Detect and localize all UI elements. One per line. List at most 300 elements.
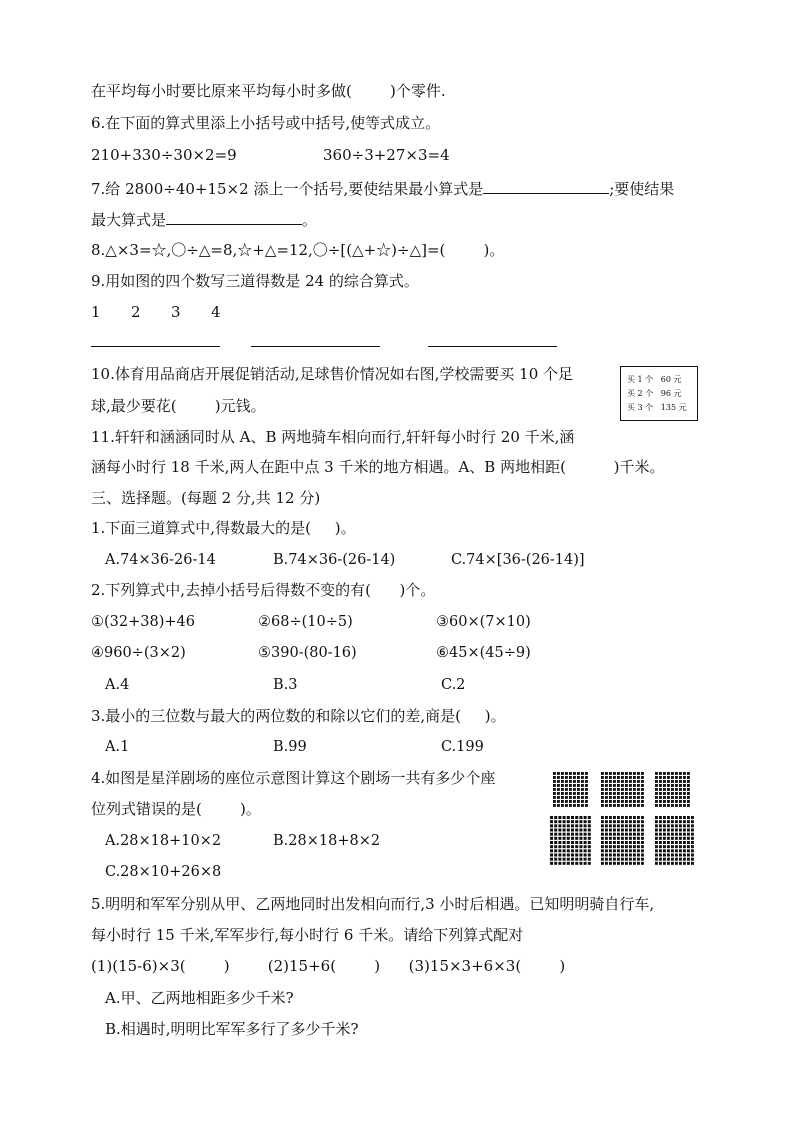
seat — [667, 784, 670, 787]
price-row-1: 买 1 个 60 元 — [627, 375, 682, 384]
seat-block — [601, 816, 644, 865]
c1-option-b[interactable]: B.74×36-(26-14) — [273, 552, 396, 568]
seat — [584, 862, 587, 865]
section-3-heading: 三、选择题。(每题 2 分,共 12 分) — [91, 489, 321, 507]
c2-option-a[interactable]: A.4 — [105, 677, 130, 693]
seat — [588, 845, 591, 848]
seat — [584, 854, 587, 857]
seat — [641, 784, 644, 787]
seat — [671, 776, 674, 779]
seat — [613, 800, 616, 803]
seat — [671, 833, 674, 836]
seat — [617, 849, 620, 852]
seat — [558, 824, 561, 827]
seat — [659, 837, 662, 840]
seat — [575, 833, 578, 836]
seat — [621, 824, 624, 827]
seat — [679, 792, 682, 795]
seat — [663, 858, 666, 861]
seat — [671, 820, 674, 823]
seat — [621, 788, 624, 791]
seat — [601, 849, 604, 852]
seat — [571, 837, 574, 840]
q9-answer-line-2[interactable] — [251, 346, 380, 347]
seat — [621, 816, 624, 819]
seat — [687, 858, 690, 861]
seat — [613, 833, 616, 836]
seat — [567, 829, 570, 832]
seat — [687, 841, 690, 844]
question-10-line2: 球,最少要花( )元钱。 — [91, 397, 266, 415]
seat — [584, 837, 587, 840]
seat — [655, 841, 658, 844]
seat — [641, 845, 644, 848]
seat — [588, 841, 591, 844]
c4-option-b[interactable]: B.28×18+8×2 — [273, 833, 381, 849]
seat — [687, 820, 690, 823]
q9-answer-line-1[interactable] — [91, 346, 220, 347]
seat — [663, 824, 666, 827]
seat — [605, 858, 608, 861]
seat — [573, 796, 576, 799]
seat — [577, 776, 580, 779]
seat — [675, 854, 678, 857]
seat — [613, 862, 616, 865]
seat — [577, 788, 580, 791]
seat — [629, 784, 632, 787]
seat — [601, 858, 604, 861]
question-7-line1 — [91, 178, 674, 199]
seat — [571, 829, 574, 832]
seat — [575, 824, 578, 827]
seat — [671, 788, 674, 791]
seat — [679, 854, 682, 857]
seat — [579, 829, 582, 832]
seat — [581, 792, 584, 795]
seat — [629, 820, 632, 823]
seat — [655, 804, 658, 807]
seat — [671, 816, 674, 819]
seat — [554, 849, 557, 852]
q7-answer-blank-1[interactable] — [483, 178, 609, 194]
seat — [683, 784, 686, 787]
q7-answer-blank-2[interactable] — [166, 209, 302, 225]
seat — [691, 833, 694, 836]
seat — [641, 776, 644, 779]
seat — [617, 858, 620, 861]
seat — [655, 829, 658, 832]
seat — [550, 845, 553, 848]
seat — [633, 845, 636, 848]
seat — [687, 854, 690, 857]
seat — [601, 862, 604, 865]
seat — [667, 780, 670, 783]
seat — [550, 858, 553, 861]
seat — [573, 800, 576, 803]
seat — [605, 854, 608, 857]
seat — [671, 858, 674, 861]
seat — [679, 862, 682, 865]
seat — [625, 800, 628, 803]
seat — [558, 845, 561, 848]
seat — [659, 776, 662, 779]
seat — [675, 833, 678, 836]
seat — [663, 854, 666, 857]
seat — [621, 858, 624, 861]
seat — [625, 816, 628, 819]
seat — [621, 833, 624, 836]
c3-option-b[interactable]: B.99 — [273, 739, 307, 755]
seat — [563, 849, 566, 852]
seat — [675, 784, 678, 787]
seat — [554, 858, 557, 861]
question-11-line2: 涵每小时行 18 千米,两人在距中点 3 千米的地方相遇。A、B 两地相距( )千米。 — [91, 458, 665, 476]
seat — [588, 829, 591, 832]
seat — [659, 829, 662, 832]
seat-block — [601, 772, 644, 807]
seat — [585, 776, 588, 779]
c2-expr-4: ④960÷(3×2) — [91, 645, 186, 661]
seat — [671, 837, 674, 840]
seat — [613, 772, 616, 775]
seat — [558, 833, 561, 836]
seat — [617, 788, 620, 791]
seat — [637, 841, 640, 844]
seat — [581, 776, 584, 779]
seat — [625, 772, 628, 775]
seat — [683, 824, 686, 827]
seat-block — [655, 772, 690, 807]
seat — [671, 796, 674, 799]
seat — [633, 816, 636, 819]
theater-seating-diagram — [548, 770, 698, 870]
seat — [667, 862, 670, 865]
seat — [633, 788, 636, 791]
seat — [629, 776, 632, 779]
seat — [617, 841, 620, 844]
q9-number-1: 1 — [91, 303, 101, 321]
seat — [637, 849, 640, 852]
seat — [605, 780, 608, 783]
seat — [687, 804, 690, 807]
seat — [601, 776, 604, 779]
seat — [601, 784, 604, 787]
seat — [629, 833, 632, 836]
seat — [675, 772, 678, 775]
seat — [621, 784, 624, 787]
seat — [613, 824, 616, 827]
seat — [554, 833, 557, 836]
seat — [655, 796, 658, 799]
seat — [633, 824, 636, 827]
seat — [584, 845, 587, 848]
seat — [671, 784, 674, 787]
seat — [683, 833, 686, 836]
seat — [683, 788, 686, 791]
seat — [561, 804, 564, 807]
seat — [588, 837, 591, 840]
seat — [641, 824, 644, 827]
seat — [601, 780, 604, 783]
seat — [663, 845, 666, 848]
seat — [683, 820, 686, 823]
seat — [567, 816, 570, 819]
seat — [675, 792, 678, 795]
seat — [629, 849, 632, 852]
seat — [601, 833, 604, 836]
seat — [558, 829, 561, 832]
seat — [655, 792, 658, 795]
seat — [633, 820, 636, 823]
seat — [563, 854, 566, 857]
c3-option-c[interactable]: C.199 — [441, 739, 484, 755]
c3-option-a[interactable]: A.1 — [105, 739, 130, 755]
seat — [683, 816, 686, 819]
seat — [609, 849, 612, 852]
seat — [573, 804, 576, 807]
seat — [609, 780, 612, 783]
seat — [585, 792, 588, 795]
seat — [579, 837, 582, 840]
seat — [667, 796, 670, 799]
seat — [617, 792, 620, 795]
seat — [613, 829, 616, 832]
seat — [629, 837, 632, 840]
seat — [579, 858, 582, 861]
seat — [605, 784, 608, 787]
seat — [667, 845, 670, 848]
seat — [579, 816, 582, 819]
seat — [558, 816, 561, 819]
seat — [655, 858, 658, 861]
seat — [667, 800, 670, 803]
seat — [655, 784, 658, 787]
seat — [571, 833, 574, 836]
seat — [667, 816, 670, 819]
seat — [613, 820, 616, 823]
seat — [667, 788, 670, 791]
seat — [633, 854, 636, 857]
seat — [687, 780, 690, 783]
seat — [679, 788, 682, 791]
seat — [633, 837, 636, 840]
seat — [667, 849, 670, 852]
seat — [609, 829, 612, 832]
seat — [565, 800, 568, 803]
seat — [655, 820, 658, 823]
seat — [687, 816, 690, 819]
seat — [663, 841, 666, 844]
seat — [629, 841, 632, 844]
seat — [569, 772, 572, 775]
q9-answer-line-3[interactable] — [428, 346, 557, 347]
seat — [663, 792, 666, 795]
seat — [637, 837, 640, 840]
c2-option-b[interactable]: B.3 — [273, 677, 298, 693]
c2-expr-6: ⑥45×(45÷9) — [436, 645, 531, 661]
seat — [567, 833, 570, 836]
seat — [558, 849, 561, 852]
seat — [663, 833, 666, 836]
seat — [663, 820, 666, 823]
seat — [675, 845, 678, 848]
seat — [621, 820, 624, 823]
seat — [567, 849, 570, 852]
seat — [629, 804, 632, 807]
seat — [679, 824, 682, 827]
seat — [617, 800, 620, 803]
choice-question-3: 3.最小的三位数与最大的两位数的和除以它们的差,商是( )。 — [91, 707, 506, 725]
seat — [573, 788, 576, 791]
seat — [655, 845, 658, 848]
seat — [575, 841, 578, 844]
seat — [553, 784, 556, 787]
seat — [637, 824, 640, 827]
c4-option-c[interactable]: C.28×10+26×8 — [105, 864, 222, 880]
seat — [683, 858, 686, 861]
seat — [641, 837, 644, 840]
c4-option-a[interactable]: A.28×18+10×2 — [105, 833, 222, 849]
seat — [667, 776, 670, 779]
seat — [575, 854, 578, 857]
seat — [554, 829, 557, 832]
seat — [609, 796, 612, 799]
seat — [691, 816, 694, 819]
seat — [641, 792, 644, 795]
seat — [655, 780, 658, 783]
seat — [633, 784, 636, 787]
seat — [550, 824, 553, 827]
seat — [633, 862, 636, 865]
seat — [671, 780, 674, 783]
seat — [617, 824, 620, 827]
seat — [605, 792, 608, 795]
seat — [637, 788, 640, 791]
seat — [671, 792, 674, 795]
seat — [605, 776, 608, 779]
seat — [613, 854, 616, 857]
seat — [663, 772, 666, 775]
seat — [567, 824, 570, 827]
seat — [569, 788, 572, 791]
seat — [675, 824, 678, 827]
seat — [613, 776, 616, 779]
seat — [575, 858, 578, 861]
seat — [550, 820, 553, 823]
seat — [625, 788, 628, 791]
seat — [561, 796, 564, 799]
seat — [557, 776, 560, 779]
seat — [601, 800, 604, 803]
seat — [558, 837, 561, 840]
seat — [563, 841, 566, 844]
seat — [679, 776, 682, 779]
seat — [553, 780, 556, 783]
seat — [613, 858, 616, 861]
seat — [584, 820, 587, 823]
seat — [683, 772, 686, 775]
seat — [565, 772, 568, 775]
c5-option-a: A.甲、乙两地相距多少千米? — [105, 989, 294, 1007]
c2-option-c[interactable]: C.2 — [441, 677, 466, 693]
seat — [585, 780, 588, 783]
seat — [637, 854, 640, 857]
seat — [655, 788, 658, 791]
seat — [554, 837, 557, 840]
seat — [617, 804, 620, 807]
seat — [637, 780, 640, 783]
seat — [588, 849, 591, 852]
seat — [659, 816, 662, 819]
seat — [687, 776, 690, 779]
seat — [667, 824, 670, 827]
seat — [671, 849, 674, 852]
seat — [571, 858, 574, 861]
seat — [663, 800, 666, 803]
c1-option-a[interactable]: A.74×36-26-14 — [105, 552, 216, 568]
c5-option-b: B.相遇时,明明比军军多行了多少千米? — [105, 1020, 359, 1038]
seat — [637, 776, 640, 779]
c1-option-c[interactable]: C.74×[36-(26-14)] — [451, 552, 585, 568]
seat — [629, 780, 632, 783]
seat — [679, 829, 682, 832]
seat — [617, 829, 620, 832]
seat — [641, 796, 644, 799]
seat — [577, 780, 580, 783]
seat — [558, 858, 561, 861]
seat — [659, 854, 662, 857]
seat — [567, 820, 570, 823]
seat — [563, 862, 566, 865]
seat — [571, 845, 574, 848]
seat — [629, 854, 632, 857]
seat — [581, 800, 584, 803]
seat — [633, 849, 636, 852]
seat — [581, 784, 584, 787]
c2-expr-5: ⑤390-(80-16) — [258, 645, 357, 661]
seat — [571, 841, 574, 844]
seat — [663, 784, 666, 787]
seat — [675, 849, 678, 852]
seat — [584, 841, 587, 844]
seat — [629, 800, 632, 803]
seat — [617, 833, 620, 836]
question-11-line1: 11.轩轩和涵涵同时从 A、B 两地骑车相向而行,轩轩每小时行 20 千米,涵 — [91, 428, 575, 446]
seat — [659, 796, 662, 799]
seat — [655, 862, 658, 865]
seat — [621, 796, 624, 799]
seat — [679, 804, 682, 807]
seat — [641, 772, 644, 775]
seat — [609, 854, 612, 857]
seat — [569, 804, 572, 807]
seat — [663, 837, 666, 840]
seat — [609, 792, 612, 795]
seat — [629, 845, 632, 848]
seat — [584, 833, 587, 836]
seat — [655, 837, 658, 840]
seat — [577, 772, 580, 775]
seat — [557, 788, 560, 791]
seat — [588, 824, 591, 827]
seat — [625, 841, 628, 844]
seat — [691, 862, 694, 865]
seat — [625, 780, 628, 783]
seat — [601, 824, 604, 827]
seat — [609, 804, 612, 807]
seat — [621, 792, 624, 795]
seat — [633, 800, 636, 803]
